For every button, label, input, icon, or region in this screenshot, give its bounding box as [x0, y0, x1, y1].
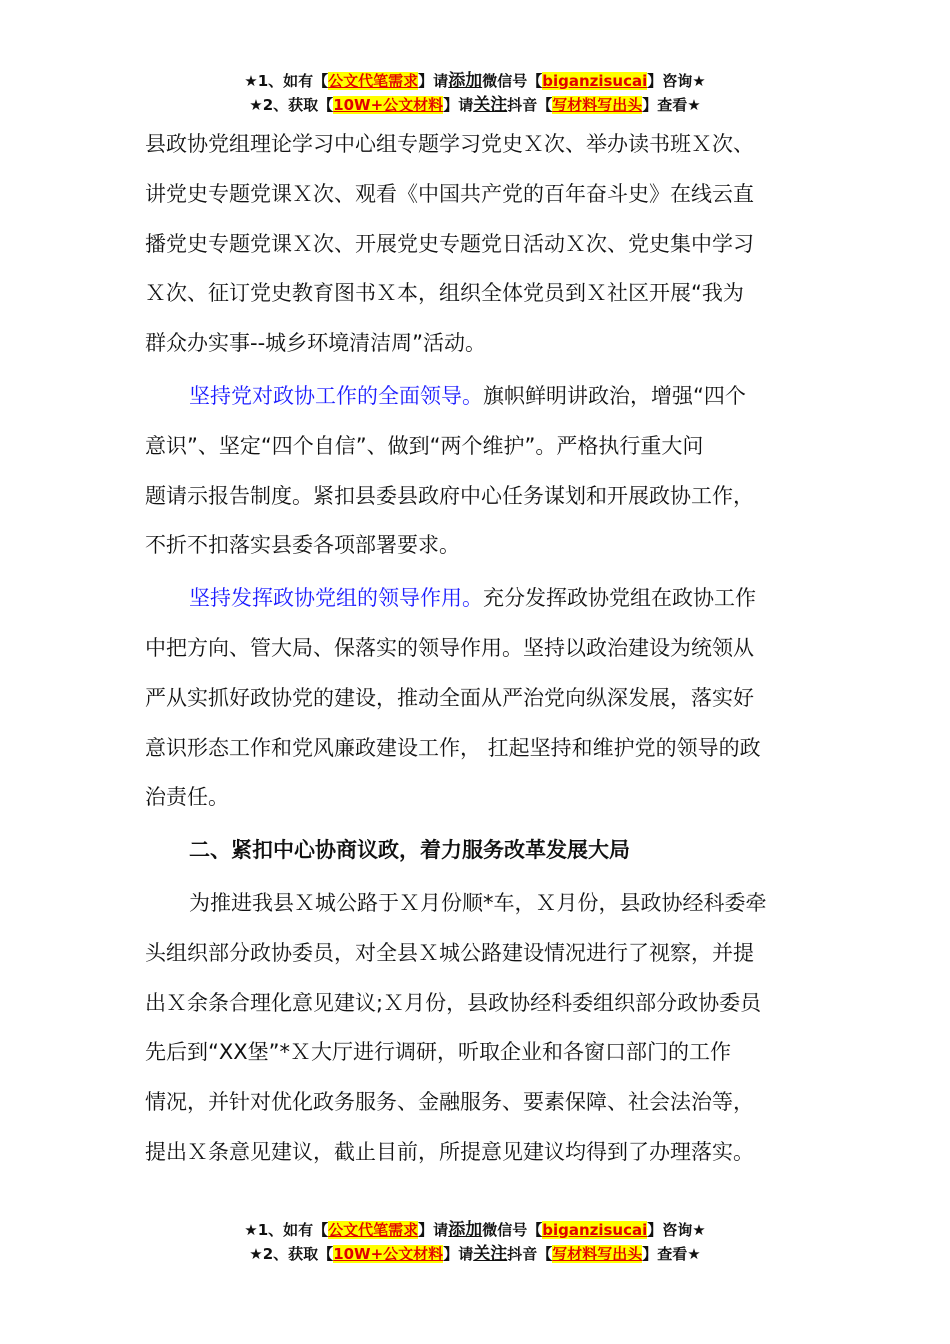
line-text: 播党史专题党课Ｘ次、开展党史专题党日活动Ｘ次、党史集中学习	[145, 231, 754, 256]
paragraph	[145, 372, 825, 571]
banner-highlight: biganzisucai	[542, 1221, 648, 1239]
line-text: 不折不扣落实县委各项部署要求。	[145, 533, 460, 558]
banner-underline: 添加	[448, 71, 483, 91]
banner-highlight: 写材料写出头	[552, 1245, 643, 1263]
banner-text: 抖音【	[507, 96, 553, 114]
text-line	[145, 773, 825, 823]
line-text: Ｘ次、征订党史教育图书Ｘ本，组织全体党员到Ｘ社区开展“我为	[145, 281, 744, 306]
banner-text: 】咨询★	[647, 72, 706, 90]
banner-text: 】请	[443, 96, 474, 114]
banner-highlight: 公文代笔需求	[328, 1221, 419, 1239]
line-text: 意识”、坚定“四个自信”、做到“两个维护”。严格执行重大问	[145, 433, 704, 458]
line-text: 题请示报告制度。紧扣县委县政府中心任务谋划和开展政协工作，	[145, 483, 754, 508]
text-line	[145, 472, 825, 522]
header-banner	[0, 69, 950, 117]
line-text: 中把方向、管大局、保落实的领导作用。坚持以政治建设为统领从	[145, 635, 754, 660]
line-text: 治责任。	[145, 785, 229, 810]
banner-text: 】请	[418, 72, 449, 90]
banner-text: 】咨询★	[647, 1221, 706, 1239]
line-text: 提出Ｘ条意见建议，截止目前，所提意见建议均得到了办理落实。	[145, 1139, 754, 1164]
banner-line-1	[0, 69, 950, 93]
banner-line-2	[0, 1242, 950, 1266]
text-line	[145, 120, 825, 170]
line-text: 先后到“XX堡”*Ｘ大厅进行调研，听取企业和各窗口部门的工作	[145, 1040, 732, 1065]
line-text: 出Ｘ余条合理化意见建议;Ｘ月份，县政协经科委组织部分政协委员	[145, 990, 762, 1015]
banner-text: ★1、如有【	[244, 1221, 329, 1239]
line-text: 严从实抓好政协党的建设，推动全面从严治党向纵深发展，落实好	[145, 685, 754, 710]
text-line	[145, 319, 825, 369]
paragraph	[145, 574, 825, 823]
footer-banner	[0, 1218, 950, 1266]
text-line	[145, 674, 825, 724]
line-text: 情况，并针对优化政务服务、金融服务、要素保障、社会法治等，	[145, 1090, 754, 1115]
banner-text: 】查看★	[642, 1245, 701, 1263]
text-line	[145, 724, 825, 774]
banner-text: 抖音【	[507, 1245, 553, 1263]
text-line	[145, 422, 825, 472]
banner-highlight: 公文代笔需求	[328, 72, 419, 90]
banner-underline: 关注	[473, 1244, 508, 1264]
text-line	[145, 574, 825, 624]
text-line	[145, 979, 825, 1029]
banner-text: 】请	[418, 1221, 449, 1239]
text-line	[145, 170, 825, 220]
banner-highlight: biganzisucai	[542, 72, 648, 90]
text-line	[145, 1128, 825, 1178]
text-line	[145, 624, 825, 674]
line-text: 旗帜鲜明讲政治，增强“四个	[483, 383, 746, 408]
text-line	[145, 929, 825, 979]
banner-line-2	[0, 93, 950, 117]
banner-text: ★2、获取【	[249, 1245, 334, 1263]
banner-highlight: 10W+公文材料	[333, 96, 444, 114]
line-text: 讲党史专题党课Ｘ次、观看《中国共产党的百年奋斗史》在线云直	[145, 181, 754, 206]
heading-text: 二、紧扣中心协商议政，着力服务改革发展大局	[189, 838, 630, 863]
document-body	[145, 120, 825, 1178]
banner-text: 微信号【	[482, 1221, 543, 1239]
banner-line-1	[0, 1218, 950, 1242]
paragraph	[145, 879, 825, 1178]
banner-highlight: 10W+公文材料	[333, 1245, 444, 1263]
banner-text: ★1、如有【	[244, 72, 329, 90]
text-line	[145, 1078, 825, 1128]
banner-text: 】查看★	[642, 96, 701, 114]
banner-text: 】请	[443, 1245, 474, 1263]
text-line	[145, 372, 825, 422]
banner-text: 微信号【	[482, 72, 543, 90]
line-text: 头组织部分政协委员，对全县Ｘ城公路建设情况进行了视察，并提	[145, 940, 754, 965]
text-line	[145, 879, 825, 929]
banner-underline: 关注	[473, 95, 508, 115]
text-line	[145, 269, 825, 319]
lead-phrase: 坚持党对政协工作的全面领导。	[189, 383, 483, 408]
text-line	[145, 521, 825, 571]
lead-phrase: 坚持发挥政协党组的领导作用。	[189, 586, 483, 611]
text-line	[145, 1028, 825, 1078]
banner-text: ★2、获取【	[249, 96, 334, 114]
text-line	[145, 220, 825, 270]
banner-highlight: 写材料写出头	[552, 96, 643, 114]
line-text: 充分发挥政协党组在政协工作	[483, 586, 756, 611]
line-text: 群众办实事--城乡环境清洁周”活动。	[145, 331, 487, 356]
banner-underline: 添加	[448, 1220, 483, 1240]
section-heading	[145, 826, 825, 876]
line-text: 县政协党组理论学习中心组专题学习党史Ｘ次、举办读书班Ｘ次、	[145, 132, 754, 156]
line-text: 为推进我县Ｘ城公路于Ｘ月份顺*车，Ｘ月份，县政协经科委牵	[189, 890, 767, 915]
line-text: 意识形态工作和党风廉政建设工作， 扛起坚持和维护党的领导的政	[145, 735, 761, 760]
paragraph	[145, 120, 825, 369]
